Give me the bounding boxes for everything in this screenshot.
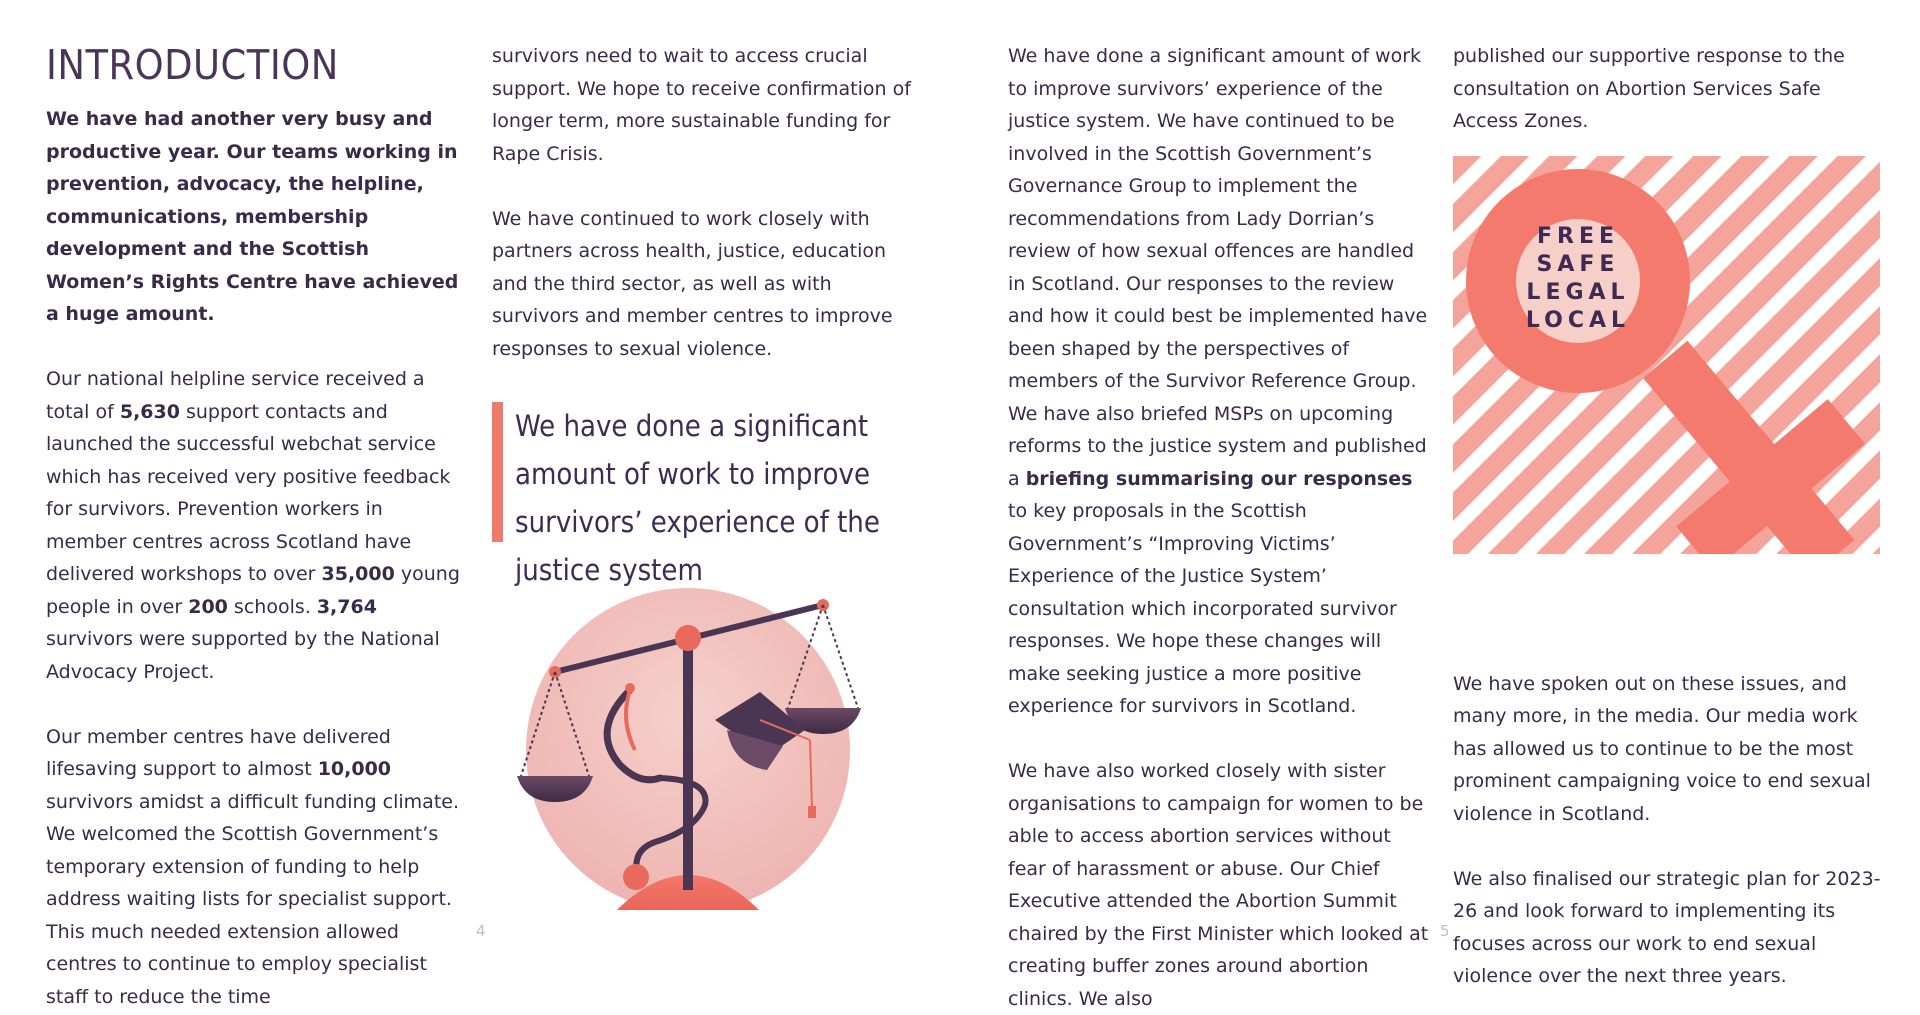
page-number-left: 4 (476, 922, 486, 940)
media-paragraph: We have spoken out on these issues, and many more, in the media. Our media work has allowed us to continue to be the most prominent campaigning voice to end sexual violence in Scotland. (1453, 672, 1871, 825)
page-number-right: 5 (1440, 922, 1450, 940)
poster-word-free: FREE (1536, 224, 1620, 249)
column-2 (492, 40, 912, 365)
beam-top-knob (675, 625, 701, 651)
poster-word-local: LOCAL (1525, 308, 1631, 333)
abortion-paragraph: We have also worked closely with sister organisations to campaign for women to be able to access abortion services without fear of harassment or abuse. Our Chief Executive attended the Abortion Summit chaired by the First Minister which looked at creating buffer zones around abortion clinics. We also (1008, 760, 1429, 1010)
lead-paragraph: We have had another very busy and productive year. Our teams working in prevention, advocacy, the helpline, communications, membership development and the Scottish Women’s Rights Centre have achieved a huge amount. (46, 108, 459, 325)
member-centres-paragraph: Our member centres have delivered lifesaving support to almost 10,000 survivors amidst a difficult funding climate. We welcomed the Scottish Government’s temporary extension of funding to help address waiting lists for specialist support. This much needed extension allowed centres to continue to employ specialist staff to reduce the time (46, 725, 460, 1008)
helpline-paragraph: Our national helpline service received a total of 5,630 support contacts and launched the successful webchat service which has received very positive feedback for survivors. Prevention workers in member centres across Scotland have delivered workshops to over 35,000 young people in over 200 schools. 3,764 survivors were supported by the National Advocacy Project. (46, 368, 460, 683)
strategic-plan-paragraph: We also finalised our strategic plan for 2023-26 and look forward to implementing its focuses across our work to end sexual violence over the next three years. (1453, 867, 1881, 987)
poster-word-legal: LEGAL (1526, 280, 1630, 305)
scales-illustration (505, 580, 885, 910)
pull-quote: We have done a significant amount of work to improve survivors’ experience of the justice system (492, 402, 922, 542)
venus-poster (1453, 156, 1880, 554)
consultation-paragraph: published our supportive response to the consultation on Abortion Services Safe Access Zones. (1453, 45, 1845, 132)
column-3 (1008, 40, 1433, 1015)
poster-word-safe: SAFE (1536, 252, 1620, 277)
funding-paragraph: survivors need to wait to access crucial support. We hope to receive confirmation of longer term, more sustainable funding for Rape Crisis. (492, 45, 911, 165)
justice-paragraph: We have done a significant amount of work to improve survivors’ experience of the justice system. We have continued to be involved in the Scottish Government’s Governance Group to implement the recommendations from Lady Dorrian’s review of how sexual offences are handled in Scotland. Our responses to the review and how it could best be implemented have been shaped by the perspectives of members of the Survivor Reference Group. We have also briefed MSPs on upcoming reforms to the justice system and published a briefing summarising our responses to key proposals in the Scottish Government’s “Improving Victims’ Experience of the Justice System’ consultation which incorporated survivor responses. We hope these changes will make seeking justice a more positive experience for survivors in Scotland. (1008, 45, 1428, 717)
page-heading: INTRODUCTION (46, 41, 339, 89)
partners-paragraph: We have continued to work closely with partners across health, justice, education and the third sector, as well as with survivors and member centres to improve responses to sexual violence. (492, 207, 893, 360)
scales-pillar (683, 640, 693, 890)
column-1 (46, 40, 466, 1013)
